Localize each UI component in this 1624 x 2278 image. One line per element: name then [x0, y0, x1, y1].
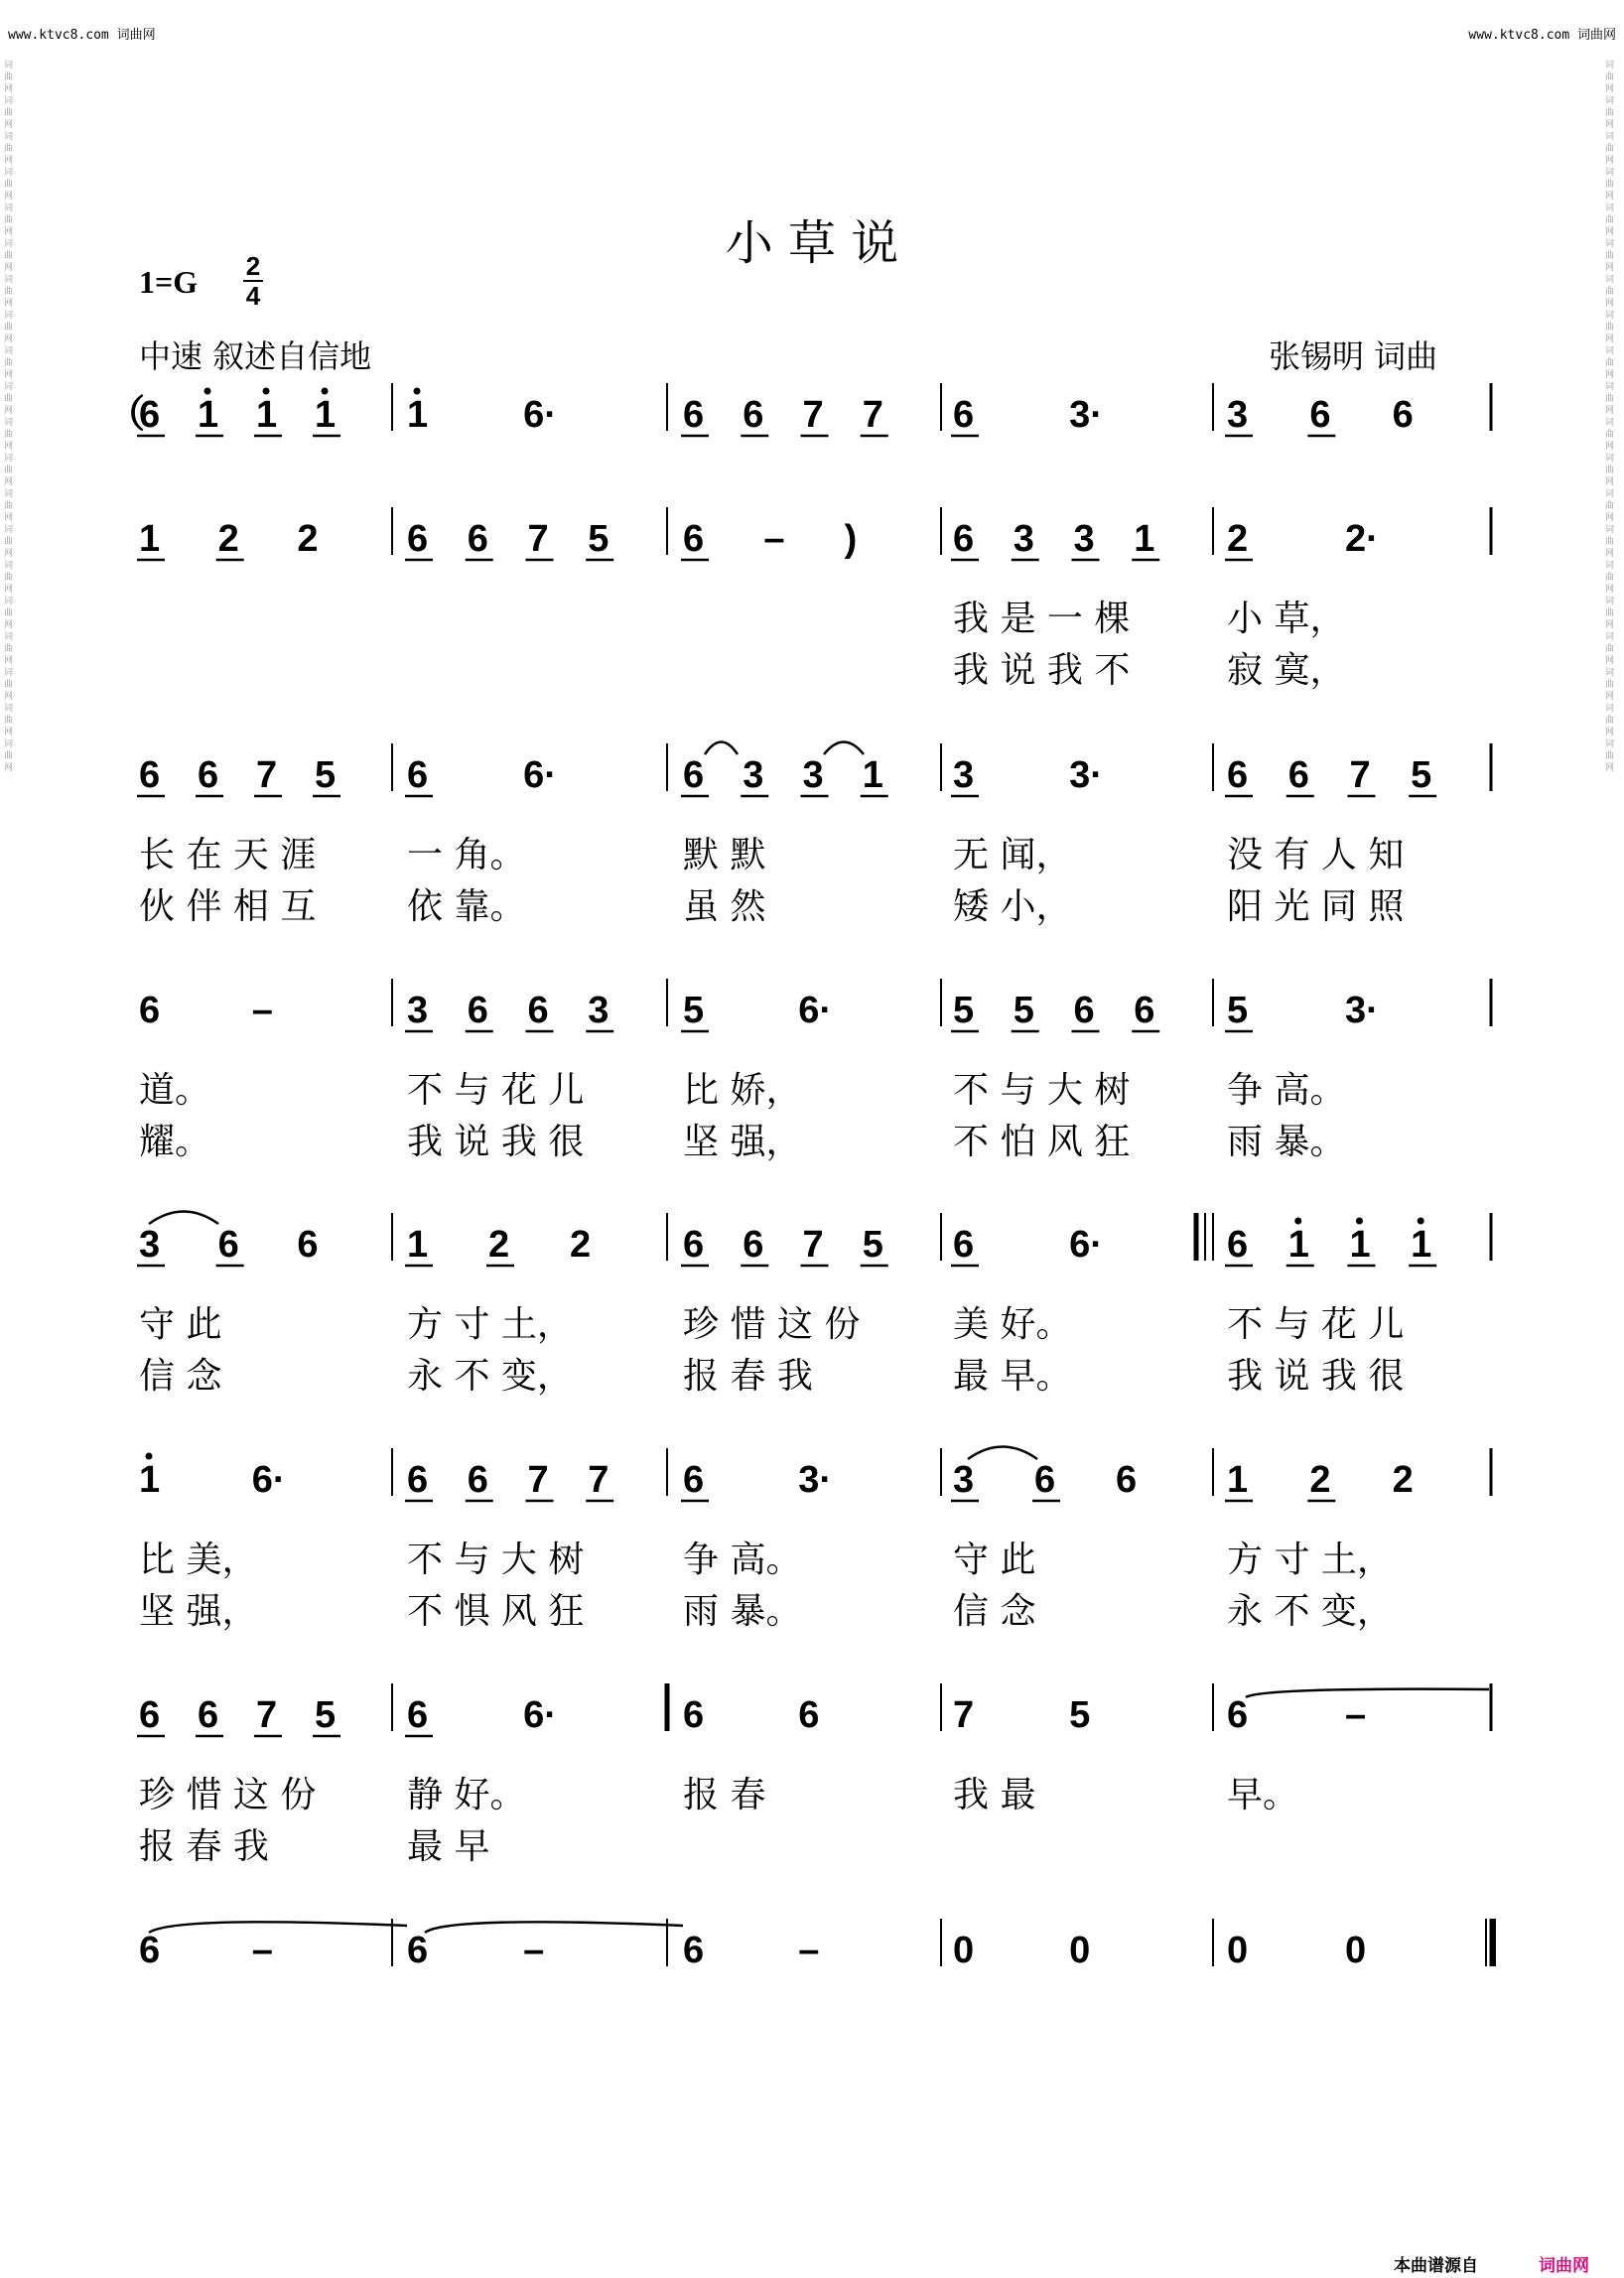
note: 1 — [1227, 1459, 1249, 1501]
note: 6· — [1069, 1224, 1103, 1266]
note: 3 — [953, 1459, 975, 1501]
lyric: 比 娇， — [683, 1070, 802, 1111]
note: 7 — [802, 394, 824, 436]
note: – — [763, 518, 785, 560]
lyric: 我 是 一 棵 — [953, 599, 1131, 639]
note: 0 — [1227, 1930, 1249, 1971]
note: 1 — [1349, 1224, 1371, 1266]
note: 5 — [953, 990, 975, 1031]
note: 1 — [862, 754, 883, 796]
lyric: 无 闻， — [953, 835, 1072, 875]
tie — [149, 1922, 407, 1933]
lyric: 雨 暴。 — [1227, 1122, 1346, 1162]
note: 6 — [527, 990, 549, 1031]
note: 7 — [256, 754, 278, 796]
note: 5 — [1411, 754, 1432, 796]
note: 6 — [139, 990, 161, 1031]
note: 6 — [683, 394, 705, 436]
note: 3 — [1227, 394, 1249, 436]
note: 6· — [523, 394, 557, 436]
lyric: 争 高。 — [683, 1540, 802, 1580]
note: 6 — [139, 1694, 161, 1736]
note: 1 — [139, 1459, 161, 1501]
slur — [824, 742, 864, 755]
note: 1 — [139, 518, 161, 560]
note: 1 — [198, 394, 219, 436]
lyric: 我 说 我 很 — [407, 1122, 585, 1162]
site-header-right: www.ktvc8.com 词曲网 — [1468, 28, 1616, 43]
lyric: 阳 光 同 照 — [1227, 886, 1405, 927]
note: 6 — [743, 1224, 764, 1266]
note: 2 — [488, 1224, 510, 1266]
note: 6 — [683, 1459, 705, 1501]
lyric: 雨 暴。 — [683, 1591, 802, 1632]
lyric: 报 春 我 — [683, 1356, 813, 1397]
note: 6 — [798, 1694, 820, 1736]
lyric: 默 默 — [683, 835, 766, 875]
note: 5 — [315, 754, 337, 796]
note: 0 — [953, 1930, 975, 1971]
note: 6 — [407, 1459, 429, 1501]
note: 6 — [1227, 1694, 1249, 1736]
high-octave-dot — [1356, 1218, 1363, 1225]
high-octave-dot — [322, 388, 329, 395]
lyric: 永 不 变， — [1227, 1591, 1393, 1632]
note: 6 — [1227, 754, 1249, 796]
tie — [425, 1922, 683, 1933]
note: – — [523, 1930, 545, 1971]
side-watermark-right: 词曲网词曲网词曲网词曲网词曲网词曲网词曲网词曲网词曲网词曲网词曲网词曲网词曲网词曲网词曲网词曲网词曲网词曲网词曲网词曲网 — [1605, 61, 1615, 773]
lyric: 早。 — [1227, 1775, 1299, 1815]
note: 6 — [953, 394, 975, 436]
note: 6· — [798, 990, 832, 1031]
note: 6 — [683, 1224, 705, 1266]
lyric: 比 美， — [139, 1540, 258, 1580]
lyric: 报 春 我 — [139, 1826, 269, 1867]
high-octave-dot — [146, 1453, 153, 1460]
note: 6 — [139, 394, 161, 436]
note: 6 — [953, 1224, 975, 1266]
lyric: 耀。 — [139, 1122, 211, 1162]
note: 2 — [1392, 1459, 1414, 1501]
note: 3 — [743, 754, 764, 796]
lyric: 最 早。 — [953, 1356, 1072, 1397]
note: 6 — [1287, 754, 1309, 796]
lyric: 道。 — [139, 1070, 211, 1111]
lyric: 不 与 大 树 — [407, 1540, 585, 1580]
note: 3· — [798, 1459, 832, 1501]
high-octave-dot — [1418, 1218, 1424, 1225]
note: 3· — [1069, 754, 1103, 796]
note: 5 — [1069, 1694, 1091, 1736]
lyric: 矮 小， — [953, 886, 1072, 927]
note: – — [1345, 1694, 1367, 1736]
note: 7 — [588, 1459, 609, 1501]
note: 1 — [407, 1224, 429, 1266]
note: 3 — [139, 1224, 161, 1266]
note: 7 — [256, 1694, 278, 1736]
note: 7 — [1349, 754, 1371, 796]
note: 2 — [570, 1224, 592, 1266]
note: 6 — [407, 1694, 429, 1736]
lyric: 不 怕 风 狂 — [953, 1122, 1131, 1162]
note: 5 — [315, 1694, 337, 1736]
note: 3 — [407, 990, 429, 1031]
note: 6 — [953, 518, 975, 560]
note: 6 — [683, 1930, 705, 1971]
lyric: 我 说 我 很 — [1227, 1356, 1405, 1397]
lyric: 我 最 — [953, 1775, 1036, 1815]
note: 5 — [862, 1224, 883, 1266]
note: 6 — [139, 1930, 161, 1971]
slur — [968, 1447, 1037, 1460]
lyric: 报 春 — [683, 1775, 766, 1815]
note: 6 — [743, 394, 764, 436]
open-paren: （ — [107, 394, 146, 436]
note: 6 — [683, 754, 705, 796]
note: 6 — [467, 990, 488, 1031]
note: 1 — [407, 394, 429, 436]
note: 6 — [407, 518, 429, 560]
note: 5 — [1013, 990, 1034, 1031]
note: 6 — [1309, 394, 1331, 436]
note: 7 — [953, 1694, 975, 1736]
slur — [149, 1212, 218, 1225]
lyric: 信 念 — [953, 1591, 1036, 1632]
lyric: 一 角。 — [407, 835, 526, 875]
note: 2· — [1345, 518, 1379, 560]
note: 2 — [217, 518, 239, 560]
note: 6 — [407, 1930, 429, 1971]
note: 6 — [1116, 1459, 1138, 1501]
lyric: 长 在 天 涯 — [139, 835, 317, 875]
high-octave-dot — [1294, 1218, 1301, 1225]
note: 6 — [1392, 394, 1414, 436]
lyric: 不 惧 风 狂 — [407, 1591, 585, 1632]
note: 7 — [527, 518, 549, 560]
lyric: 守 此 — [139, 1304, 222, 1345]
note: 7 — [802, 1224, 824, 1266]
note: 6 — [467, 1459, 488, 1501]
lyric: 坚 强， — [139, 1591, 258, 1632]
note: 6 — [297, 1224, 319, 1266]
site-logo-text: 词曲网 — [1539, 2256, 1589, 2276]
lyric: 坚 强， — [683, 1122, 802, 1162]
lyric: 不 与 大 树 — [953, 1070, 1131, 1111]
note: 7 — [527, 1459, 549, 1501]
note: 3 — [953, 754, 975, 796]
lyric: 不 与 花 儿 — [407, 1070, 585, 1111]
lyric: 永 不 变， — [407, 1356, 573, 1397]
note: 6 — [1034, 1459, 1056, 1501]
note: 0 — [1069, 1930, 1091, 1971]
note: 6· — [251, 1459, 286, 1501]
lyric: 小 草， — [1227, 599, 1346, 639]
note: 3· — [1345, 990, 1379, 1031]
lyric: 美 好。 — [953, 1304, 1072, 1345]
note: 5 — [1227, 990, 1249, 1031]
lyric: 伙 伴 相 互 — [139, 886, 317, 927]
note: 6 — [139, 754, 161, 796]
note: 6 — [1227, 1224, 1249, 1266]
author-credit: 张锡明 词曲 — [1269, 337, 1438, 375]
lyric: 方 寸 土， — [1227, 1540, 1393, 1580]
tempo-marking: 中速 叙述自信地 — [139, 337, 372, 375]
note: 6 — [198, 1694, 219, 1736]
note: – — [798, 1930, 820, 1971]
note: 1 — [315, 394, 337, 436]
lyric: 最 早 — [407, 1826, 490, 1867]
note: 6 — [1134, 990, 1155, 1031]
note: 6 — [467, 518, 488, 560]
note: – — [251, 990, 273, 1031]
tie — [1246, 1689, 1489, 1697]
note: 1 — [1134, 518, 1155, 560]
source-label: 本曲谱源自 — [1394, 2256, 1478, 2276]
note: 6 — [683, 518, 705, 560]
slur — [705, 742, 738, 755]
lyric: 虽 然 — [683, 886, 766, 927]
note: ) — [844, 518, 858, 560]
lyric: 争 高。 — [1227, 1070, 1346, 1111]
note: – — [251, 1930, 273, 1971]
note: 6 — [1073, 990, 1095, 1031]
lyric: 守 此 — [953, 1540, 1036, 1580]
note: 1 — [1287, 1224, 1309, 1266]
note: 5 — [683, 990, 705, 1031]
note: 2 — [1227, 518, 1249, 560]
lyric: 没 有 人 知 — [1227, 835, 1405, 875]
side-watermark-left: 词曲网词曲网词曲网词曲网词曲网词曲网词曲网词曲网词曲网词曲网词曲网词曲网词曲网词曲网词曲网词曲网词曲网词曲网词曲网词曲网 — [4, 61, 14, 773]
lyric: 我 说 我 不 — [953, 650, 1131, 691]
lyric: 珍 惜 这 份 — [683, 1304, 861, 1345]
note: 1 — [256, 394, 278, 436]
key-signature: 1=G — [139, 264, 199, 300]
note: 3 — [1073, 518, 1095, 560]
note: 3· — [1069, 394, 1103, 436]
note: 7 — [862, 394, 883, 436]
note: 6 — [683, 1694, 705, 1736]
lyric: 信 念 — [139, 1356, 222, 1397]
song-title: 小 草 说 — [725, 215, 899, 271]
note: 6 — [198, 754, 219, 796]
note: 5 — [588, 518, 609, 560]
lyric: 珍 惜 这 份 — [139, 1775, 317, 1815]
time-bottom: 4 — [243, 280, 263, 310]
high-octave-dot — [414, 388, 421, 395]
high-octave-dot — [263, 388, 270, 395]
note: 3 — [588, 990, 609, 1031]
note: 6 — [217, 1224, 239, 1266]
note: 1 — [1411, 1224, 1432, 1266]
note: 2 — [1309, 1459, 1331, 1501]
lyric: 依 靠。 — [407, 886, 526, 927]
high-octave-dot — [204, 388, 211, 395]
lyric: 寂 寞， — [1227, 650, 1346, 691]
note: 3 — [1013, 518, 1034, 560]
lyric: 静 好。 — [407, 1775, 526, 1815]
lyric: 不 与 花 儿 — [1227, 1304, 1405, 1345]
note: 6· — [523, 1694, 557, 1736]
note: 3 — [802, 754, 824, 796]
time-top: 2 — [245, 251, 261, 281]
note: 2 — [297, 518, 319, 560]
note: 0 — [1345, 1930, 1367, 1971]
lyric: 方 寸 土， — [407, 1304, 573, 1345]
note: 6 — [407, 754, 429, 796]
note: 6· — [523, 754, 557, 796]
site-header-left: www.ktvc8.com 词曲网 — [8, 28, 156, 43]
